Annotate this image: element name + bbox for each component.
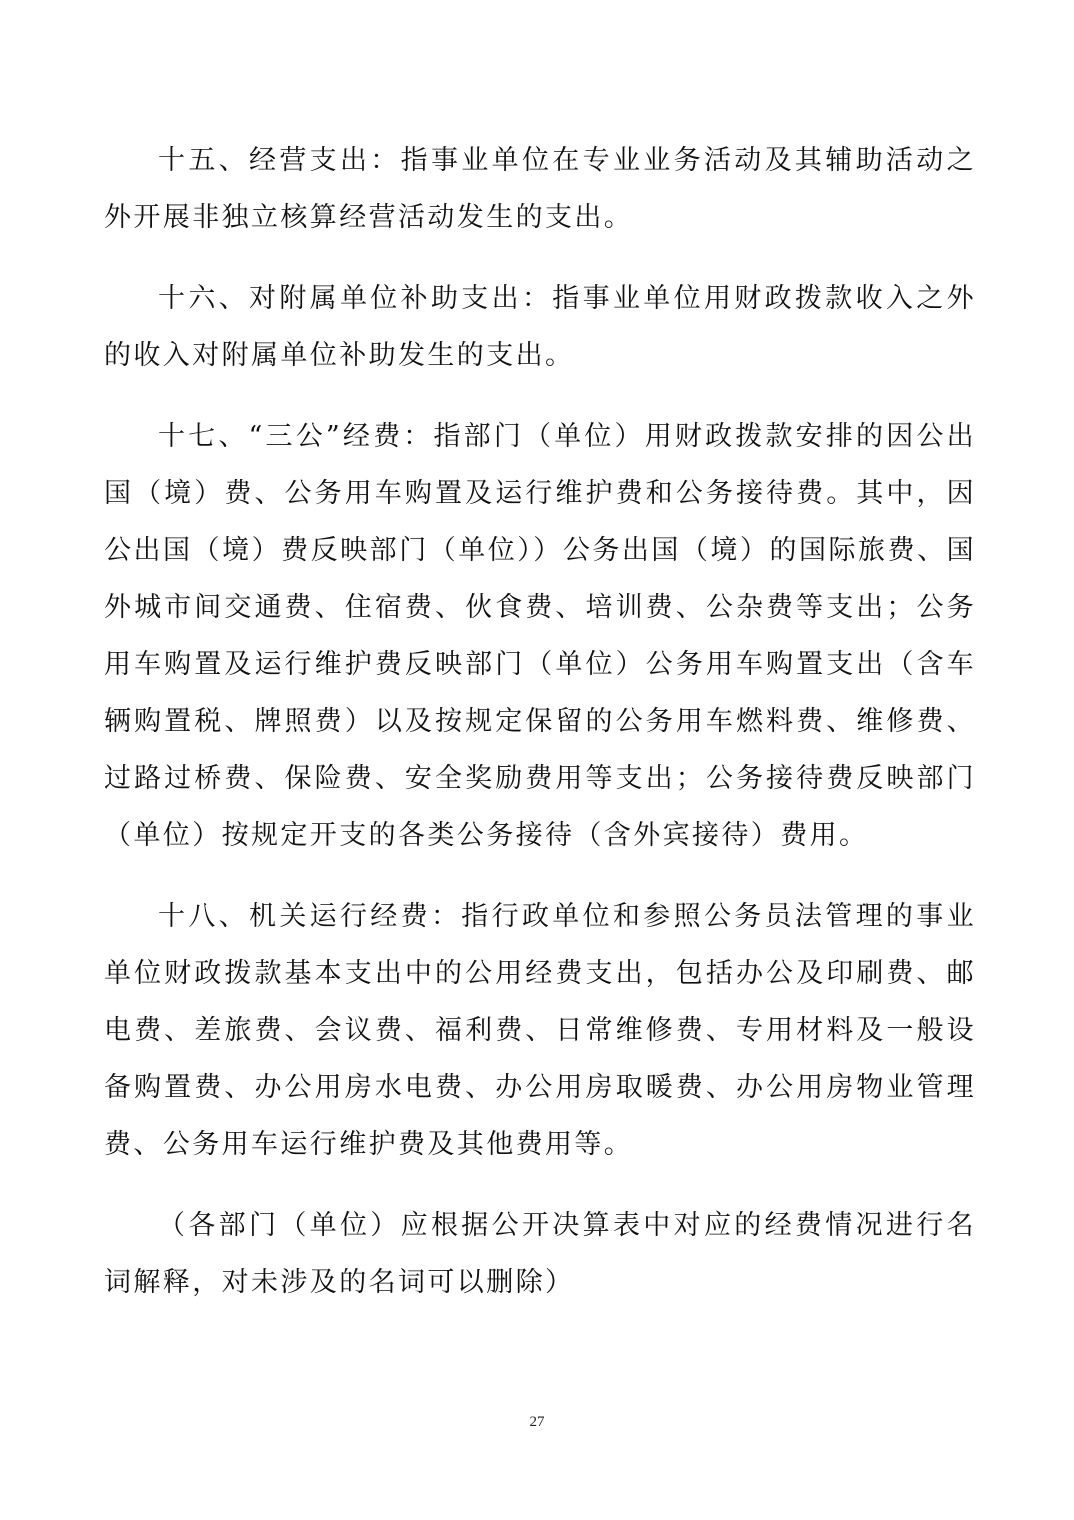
paragraph-three-public-expenses: 十七、“三公”经费：指部门（单位）用财政拨款安排的因公出国（境）费、公务用车购置及运行维护费和公务接待费。其中，因公出国（境）费反映部门（单位））公务出国（境）的国际旅费、国外城市间交通费、住宿费、伙食费、培训费、公杂费等支出；公务用车购置及运行维护费反映部门（单位）公务用车购置支出（含车辆购置税、牌照费）以及按规定保留的公务用车燃料费、维修费、过路过桥费、保险费、安全奖励费用等支出；公务接待费反映部门（单位）按规定开支的各类公务接待（含外宾接待）费用。 [104, 421, 976, 851]
paragraph-subsidiary-subsidy: 十六、对附属单位补助支出：指事业单位用财政拨款收入之外的收入对附属单位补助发生的支出。 [104, 283, 976, 371]
page-number: 27 [529, 1414, 545, 1430]
paragraph-agency-operating-costs: 十八、机关运行经费：指行政单位和参照公务员法管理的事业单位财政拨款基本支出中的公用经费支出，包括办公及印刷费、邮电费、差旅费、会议费、福利费、日常维修费、专用材料及一般设备购置费、办公用房水电费、办公用房取暖费、办公用房物业管理费、公务用车运行维护费及其他费用等。 [104, 901, 976, 1160]
paragraph-note: （各部门（单位）应根据公开决算表中对应的经费情况进行名词解释，对未涉及的名词可以删除） [104, 1210, 976, 1298]
document-body [104, 132, 976, 1335]
paragraph-operating-expenditure: 十五、经营支出：指事业单位在专业业务活动及其辅助活动之外开展非独立核算经营活动发生的支出。 [104, 145, 976, 233]
